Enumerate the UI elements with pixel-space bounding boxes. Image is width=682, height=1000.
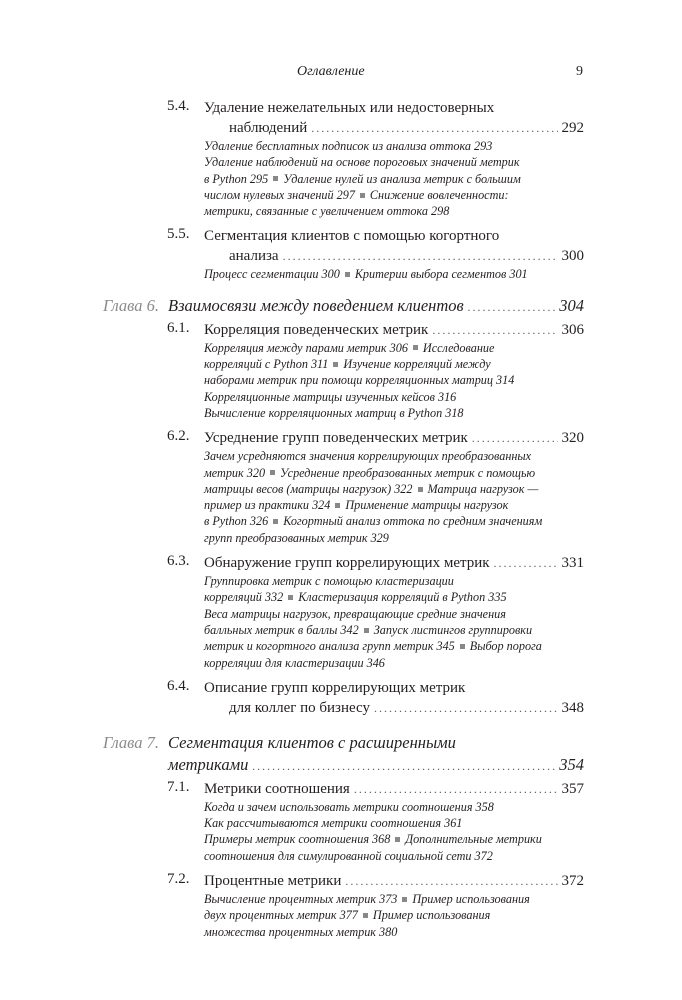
section-page: 348 [561,699,584,716]
subsection-line[interactable]: Вычисление корреляционных матриц в Python 318 [204,405,464,420]
subsection-line[interactable]: пример из практики 324 [204,498,331,513]
subsection-line[interactable]: Когда и зачем использовать метрики соотношения 358 [204,799,494,814]
dot-leader [374,698,557,718]
subsection-list [204,799,579,864]
subsection-line[interactable]: балльных метрик в баллы 342 [204,622,359,637]
running-title: Оглавление [297,64,365,79]
subsection-line[interactable]: Применение матрицы нагрузок [345,498,509,513]
dot-leader [494,553,558,573]
subsection-line[interactable]: Удаление наблюдений на основе пороговых значений метрик [204,155,520,170]
subsection-line[interactable]: двух процентных метрик 377 [204,908,358,923]
section-number: 5.5. [167,226,190,243]
subsection-line[interactable]: множества процентных метрик 380 [204,924,398,939]
section-title: Обнаружение групп коррелирующих метрик [204,555,490,572]
section-title-line2: для коллег по бизнесу [229,699,371,716]
subsection-line[interactable]: Корреляция между парами метрик 306 [204,340,408,355]
toc-section-6-1[interactable] [0,320,682,340]
section-number: 7.2. [167,871,190,888]
subsection-line[interactable]: Удаление бесплатных подписок из анализа оттока 293 [204,139,493,153]
subsection-line[interactable]: Когортный анализ оттока по средним значениям [283,514,543,529]
section-number: 6.1. [167,319,190,336]
bullet-separator [345,272,350,277]
subsection-line[interactable]: Критерии выбора сегментов 301 [354,267,528,282]
dot-leader [432,320,557,340]
dot-leader [354,779,558,799]
chapter-label: Глава 6. [103,295,159,315]
section-page: 306 [561,321,584,338]
subsection-line[interactable]: Вычисление процентных метрик 373 [204,892,398,907]
subsection-line[interactable]: Усреднение преобразованных метрик с помощью [280,465,536,480]
bullet-separator [360,193,365,198]
chapter-page: 304 [559,295,584,315]
running-header [0,64,682,84]
section-title: Корреляция поведенческих метрик [204,321,429,338]
subsection-line[interactable]: Как рассчитываются метрики соотношения 361 [204,816,463,831]
subsection-line[interactable]: групп преобразованных метрик 329 [204,530,389,545]
subsection-line[interactable]: корреляции для кластеризации 346 [204,655,385,670]
subsection-list [204,448,579,546]
bullet-separator [418,487,423,492]
bullet-separator [413,345,418,350]
toc-section-6-3[interactable] [0,553,682,573]
bullet-separator [395,837,400,842]
subsection-line[interactable]: Примеры метрик соотношения 368 [204,832,391,847]
bullet-separator [363,913,368,918]
toc-section-7-2[interactable] [0,871,682,891]
subsection-line[interactable]: метрики, связанные с увеличением оттока 298 [204,204,450,219]
bullet-separator [273,519,278,524]
section-number: 6.4. [167,677,190,694]
subsection-line[interactable]: Зачем усредняются значения коррелирующих преобразованных [204,449,532,464]
chapter-page: 354 [559,754,584,774]
toc-section-6-2[interactable] [0,428,682,448]
dot-leader [345,871,557,891]
chapter-label: Глава 7. [103,732,159,752]
bullet-separator [402,897,407,902]
section-page: 292 [561,120,584,136]
chapter-title-line1: Сегментация клиентов с расширенными [168,732,456,752]
subsection-line[interactable]: числом нулевых значений 297 [204,187,355,202]
subsection-line[interactable]: Корреляционные матрицы изученных кейсов 316 [204,389,457,404]
toc-chapter-6[interactable] [0,295,682,318]
bullet-separator [460,644,465,649]
bullet-separator [273,176,278,181]
subsection-line[interactable]: Исследование [422,340,495,355]
bullet-separator [335,503,340,508]
subsection-list [204,340,579,421]
toc-section-5-5[interactable] [0,226,682,266]
dot-leader [472,428,558,448]
subsection-line[interactable]: матрицы весов (матрицы нагрузок) 322 [204,481,413,496]
section-page: 357 [561,780,584,797]
subsection-line[interactable]: Запуск листингов группировки [373,622,533,637]
section-title-line1: Описание групп коррелирующих метрик [204,679,466,696]
subsection-line[interactable]: метрик и когортного анализа групп метрик 345 [204,639,455,654]
section-title: Усреднение групп поведенческих метрик [204,430,468,447]
subsection-line[interactable]: Пример использования [372,908,491,923]
toc-section-5-4[interactable] [0,98,682,138]
subsection-list [204,138,579,219]
subsection-list [204,573,579,671]
chapter-title-line2: метриками [168,754,249,774]
subsection-line[interactable]: Матрица нагрузок — [427,481,539,496]
dot-leader [283,246,558,266]
subsection-line[interactable]: Удаление нулей из анализа метрик с большим [283,171,521,186]
bullet-separator [270,470,275,475]
bullet-separator [364,628,369,633]
section-page: 320 [561,430,584,447]
subsection-line[interactable]: Кластеризация корреляций в Python 335 [298,590,507,605]
table-of-contents [0,98,682,940]
subsection-line[interactable]: корреляций с Python 311 [204,357,329,372]
toc-section-7-1[interactable] [0,779,682,799]
subsection-list [204,266,579,282]
section-page: 331 [561,555,584,572]
subsection-line[interactable]: метрик 320 [204,465,266,480]
subsection-line[interactable]: Изучение корреляций между [343,357,491,372]
bullet-separator [333,362,338,367]
subsection-line[interactable]: в Python 295 [204,171,269,186]
section-page: 300 [561,248,584,265]
toc-chapter-7[interactable] [0,732,682,777]
subsection-line[interactable]: Группировка метрик с помощью кластеризации [204,574,454,589]
dot-leader [468,296,556,318]
section-number: 5.4. [167,98,190,114]
section-number: 6.2. [167,428,190,445]
section-title: Процентные метрики [204,873,342,890]
section-number: 7.1. [167,778,190,795]
section-page: 372 [561,873,584,890]
subsection-line[interactable]: Дополнительные метрики [405,832,542,847]
subsection-line[interactable]: наборами метрик при помощи корреляционных матриц 314 [204,373,515,388]
subsection-line[interactable]: Снижение вовлеченности: [369,187,509,202]
section-title: Метрики соотношения [204,780,350,797]
subsection-line[interactable]: Пример использования [412,892,530,907]
page-number: 9 [576,64,583,79]
subsection-line[interactable]: соотношения для симулированной социальной сети 372 [204,848,493,863]
subsection-line[interactable]: корреляций 332 [204,590,284,605]
subsection-list [204,891,579,940]
dot-leader [252,755,555,777]
dot-leader [311,118,557,138]
toc-section-6-4[interactable] [0,678,682,718]
section-title-line1: Сегментация клиентов с помощью когортного [204,228,500,245]
subsection-line[interactable]: Выбор порога [469,639,542,654]
section-title-line2: анализа [229,248,279,265]
section-number: 6.3. [167,553,190,570]
subsection-line[interactable]: Процесс сегментации 300 [204,267,340,282]
bullet-separator [288,595,293,600]
subsection-line[interactable]: Веса матрицы нагрузок, превращающие средние значения [204,606,506,621]
section-title-line2: наблюдений [229,120,308,136]
subsection-line[interactable]: в Python 326 [204,514,269,529]
chapter-title: Взаимосвязи между поведением клиентов [168,295,464,315]
section-title-line1: Удаление нежелательных или недостоверных [204,100,495,116]
